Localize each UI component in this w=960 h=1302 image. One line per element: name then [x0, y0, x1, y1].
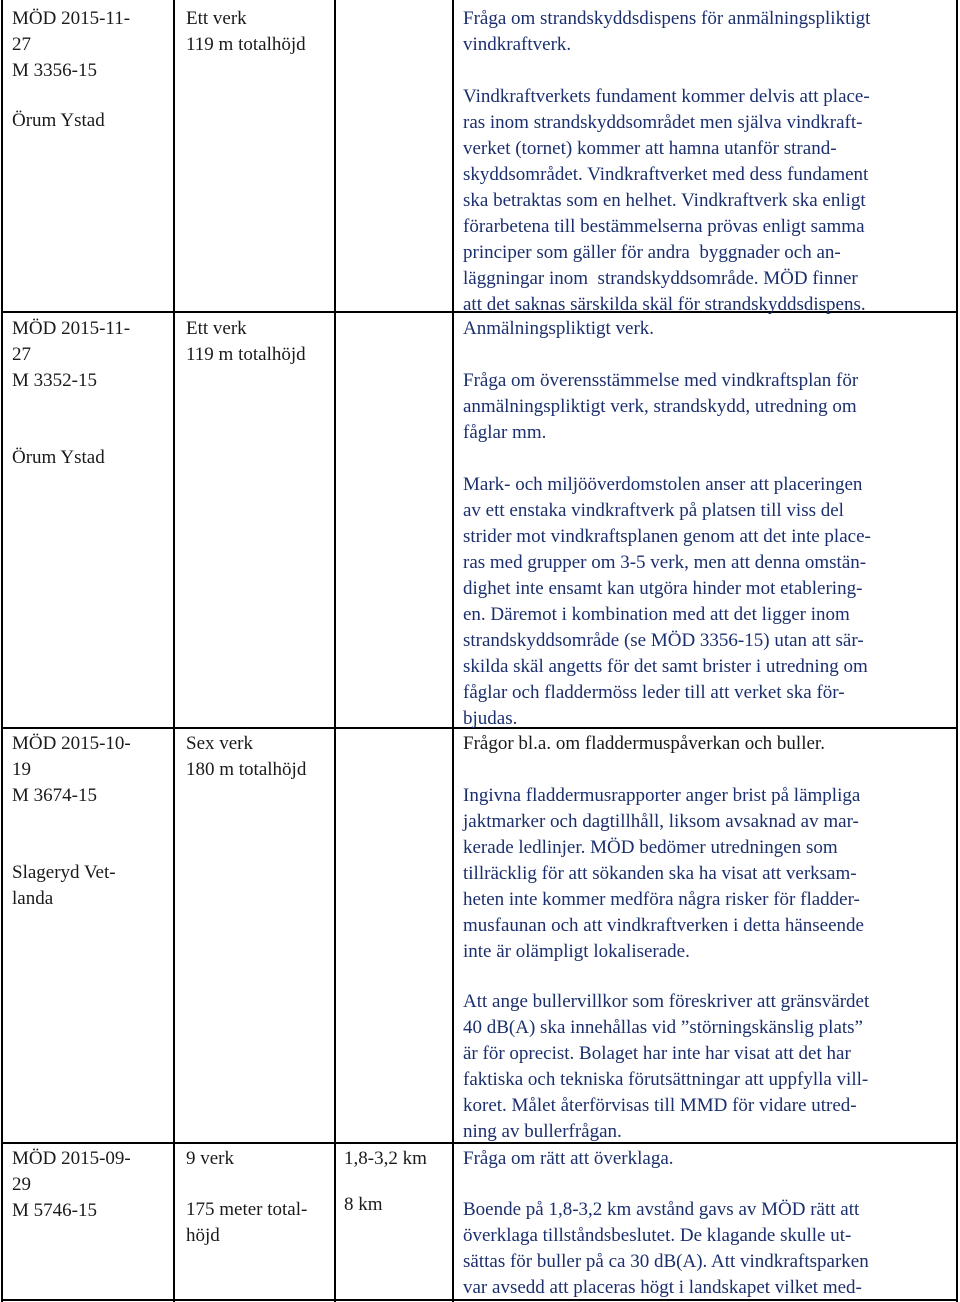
case-question: Fråga om rätt att överklaga.: [463, 1148, 674, 1169]
distance-range: 1,8-3,2 km: [344, 1148, 427, 1169]
case-question: Fråga om strandskyddsdispens för anmälningspliktigt vindkraftverk.: [463, 8, 871, 55]
case-reference: MÖD 2015-10- 19 M 3674-15: [12, 733, 131, 806]
case-summary: Ingivna fladdermusrapporter anger brist på lämpliga jaktmarker och dagtillhåll, liksom avsaknad av mar- kerade ledlinjer. MÖD bedömer utredningen som tillräcklig för att sökanden ska ha visat att verksam- heten inte kommer medföra några risker för fladder- musfaunan och att vindkraftverken i detta hänseende inte är olämpligt lokaliserade.: [463, 785, 864, 962]
case-location: Örum Ystad: [12, 447, 105, 468]
case-question: Frågor bl.a. om fladdermuspåverkan och buller.: [463, 733, 825, 754]
case-reference: MÖD 2015-09- 29 M 5746-15: [12, 1148, 131, 1221]
case-summary: Mark- och miljööverdomstolen anser att placeringen av ett enstaka vindkraftverk på platsen till viss del strider mot vindkraftsplanen genom att det inte place- ras med grupper om 3-5 verk, men att denna omstän- dighet inte ensamt kan utgöra hinder mot etablering- en. Däremot i kombination med att det ligger inom strandskyddsområde (se MÖD 3356-15) utan att sär- skilda skäl angetts för det samt brister i utredning om fåglar och fladdermöss leder till att verket ska för- bjudas.: [463, 474, 871, 729]
case-reference: MÖD 2015-11- 27 M 3352-15: [12, 318, 131, 391]
case-summary: Vindkraftverkets fundament kommer delvis att place- ras inom strandskyddsområdet men själva vindkraft- verket (tornet) kommer att hamna utanför strand- skyddsområdet. Vindkraftverket med dess fundament ska betraktas som en helhet. Vindkraftverk ska enligt förarbetena till bestämmelserna prövas enligt samma principer som gäller för andra byggnader och an- läggningar inom strandskyddsområde. MÖD finner att det saknas särskilda skäl för strandskyddsdispens.: [463, 86, 870, 315]
case-summary-noise: Att ange bullervillkor som föreskriver att gränsvärdet 40 dB(A) ska innehållas vid ”störningskänslig plats” är för oprecist. Bolaget har inte har visat att det har faktiska och tekniska förutsättningar att uppfylla vill- koret. Målet återförvisas till MMD för vidare utred- ning av bullerfrågan.: [463, 991, 870, 1142]
case-question: Fråga om överensstämmelse med vindkraftsplan för anmälningspliktigt verk, strandskydd, utredning om fåglar mm.: [463, 370, 859, 443]
table-divider-1: [173, 0, 175, 1302]
case-location: Örum Ystad: [12, 110, 105, 131]
distance-max: 8 km: [344, 1194, 383, 1215]
turbine-height: 175 meter total- höjd: [186, 1199, 308, 1246]
table-border-left: [1, 0, 3, 1302]
case-type: Anmälningspliktigt verk.: [463, 318, 655, 339]
case-summary: Boende på 1,8-3,2 km avstånd gavs av MÖD rätt att överklaga tillståndsbeslutet. De klagande skulle ut- sättas för buller på ca 30 dB(A). Att vindkraftsparken var avsedd att placeras högt i landskapet vilket med-: [463, 1199, 869, 1298]
turbine-count-height: Ett verk 119 m totalhöjd: [186, 8, 306, 55]
turbine-count-height: Ett verk 119 m totalhöjd: [186, 318, 306, 365]
case-reference: MÖD 2015-11- 27 M 3356-15: [12, 8, 131, 81]
turbine-count: 9 verk: [186, 1148, 235, 1169]
turbine-count-height: Sex verk 180 m totalhöjd: [186, 733, 307, 780]
table-divider-3: [452, 0, 454, 1302]
table-divider-2: [334, 0, 336, 1302]
case-location: Slageryd Vet- landa: [12, 862, 116, 909]
table-border-right: [956, 0, 958, 1302]
